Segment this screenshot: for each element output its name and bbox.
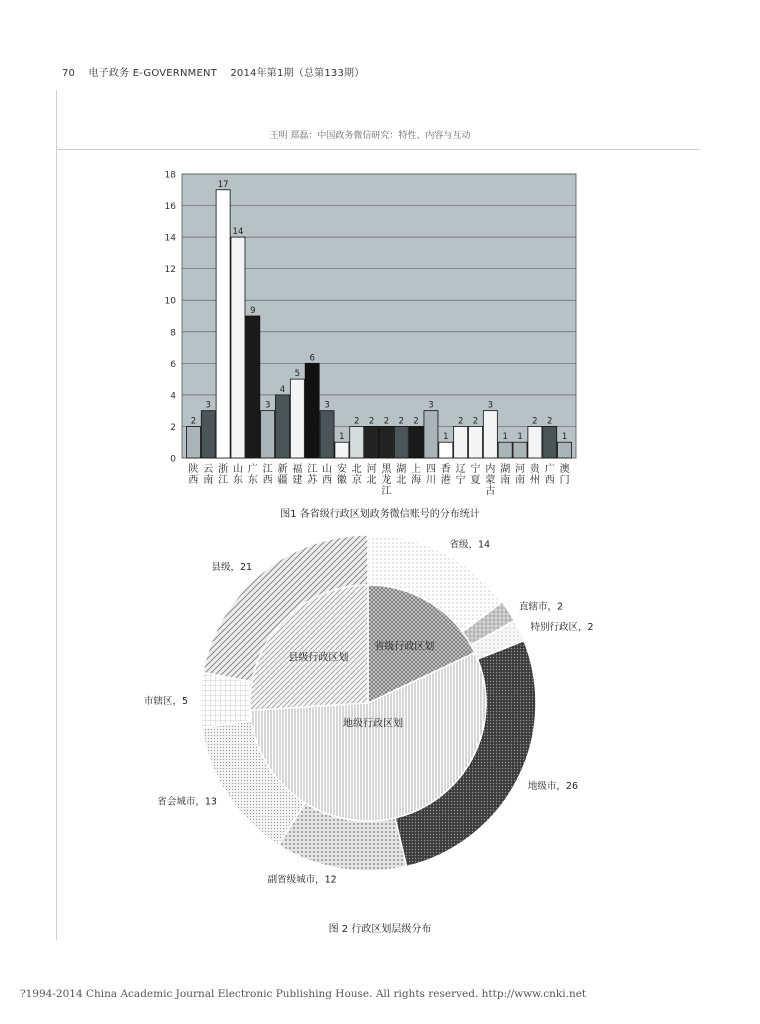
bar xyxy=(528,426,542,458)
x-tick-label: 龙 xyxy=(381,475,392,486)
x-tick-label: 川 xyxy=(425,475,436,486)
x-tick-label: 西 xyxy=(262,475,273,486)
x-tick-label: 京 xyxy=(351,475,362,486)
x-tick-label: 海 xyxy=(411,475,422,486)
data-label: 1 xyxy=(339,432,345,443)
x-tick-label: 南 xyxy=(515,475,526,486)
copyright-footer: ?1994-2014 China Academic Journal Electronic Publishing House. All rights reserved. http://www.cnki.net xyxy=(20,988,587,1000)
y-tick-label: 6 xyxy=(170,359,176,370)
bar xyxy=(216,190,230,458)
x-tick-label: 徽 xyxy=(336,475,347,486)
x-tick-label: 北 xyxy=(351,464,362,475)
x-tick-label: 河 xyxy=(366,464,377,475)
data-label: 14 xyxy=(232,227,244,238)
x-tick-label: 贵 xyxy=(529,464,540,475)
x-tick-label: 上 xyxy=(411,464,422,475)
issue-info: 2014年第1期（总第133期） xyxy=(230,68,365,79)
outer-label: 县级，21 xyxy=(211,562,253,574)
y-tick-label: 0 xyxy=(170,454,176,465)
y-tick-label: 18 xyxy=(164,170,176,181)
x-tick-label: 州 xyxy=(529,475,540,486)
journal-name: 电子政务 E-GOVERNMENT xyxy=(88,68,217,79)
x-tick-label: 云 xyxy=(203,464,214,475)
data-label: 2 xyxy=(354,416,360,427)
bar xyxy=(186,426,200,458)
x-tick-label: 湖 xyxy=(396,464,407,475)
outer-label: 特别行政区，2 xyxy=(530,622,594,634)
data-label: 2 xyxy=(190,416,197,427)
outer-label: 直辖市，2 xyxy=(519,601,564,613)
x-tick-label: 江 xyxy=(262,464,273,475)
x-tick-label: 河 xyxy=(515,464,526,475)
bar xyxy=(513,442,527,458)
x-tick-label: 香 xyxy=(440,464,451,475)
bar xyxy=(394,426,408,458)
data-label: 2 xyxy=(532,416,538,427)
x-tick-label: 江 xyxy=(307,464,318,475)
x-tick-label: 安 xyxy=(336,464,347,475)
data-label: 2 xyxy=(472,416,479,427)
data-label: 2 xyxy=(383,416,390,427)
x-tick-label: 东 xyxy=(232,475,243,486)
x-tick-label: 南 xyxy=(203,475,214,486)
bar xyxy=(320,411,334,458)
x-tick-label: 江 xyxy=(381,486,392,497)
data-label: 3 xyxy=(324,400,330,411)
x-tick-label: 门 xyxy=(559,475,570,486)
bar xyxy=(276,395,290,458)
bar xyxy=(498,442,512,458)
y-tick-label: 12 xyxy=(164,265,176,276)
data-label: 2 xyxy=(547,416,553,427)
x-tick-label: 北 xyxy=(366,475,377,486)
page-number: 70 xyxy=(62,68,76,79)
x-tick-label: 浙 xyxy=(218,464,229,475)
outer-label: 市辖区，5 xyxy=(143,696,189,708)
y-tick-label: 2 xyxy=(170,422,176,433)
bar xyxy=(558,442,572,458)
data-label: 2 xyxy=(457,416,464,427)
y-tick-label: 4 xyxy=(170,391,176,402)
x-tick-label: 西 xyxy=(544,475,555,486)
data-label: 1 xyxy=(517,432,523,443)
x-tick-label: 广 xyxy=(544,464,555,475)
bar xyxy=(543,426,557,458)
bar xyxy=(365,426,379,458)
outer-label: 省会城市，13 xyxy=(157,796,217,808)
x-tick-label: 澳 xyxy=(559,464,570,475)
x-tick-label: 疆 xyxy=(277,475,288,486)
x-tick-label: 新 xyxy=(277,464,288,475)
inner-label: 县级行政区划 xyxy=(288,652,349,664)
x-tick-label: 西 xyxy=(188,475,199,486)
inner-label: 省级行政区划 xyxy=(374,641,435,653)
y-tick-label: 16 xyxy=(164,202,176,213)
bar xyxy=(439,442,453,458)
article-running-title: 王明 郑磊：中国政务微信研究：特性、内容与互动 xyxy=(269,131,471,141)
y-tick-label: 14 xyxy=(164,233,176,244)
x-tick-label: 建 xyxy=(292,475,303,486)
data-label: 2 xyxy=(368,416,375,427)
data-label: 6 xyxy=(309,353,315,364)
data-label: 3 xyxy=(487,400,494,411)
x-tick-label: 山 xyxy=(232,464,243,475)
x-tick-label: 四 xyxy=(425,464,436,475)
bar xyxy=(424,411,438,458)
figure2-caption: 图 2 行政区划层级分布 xyxy=(328,924,432,935)
bar xyxy=(231,237,245,458)
data-label: 3 xyxy=(264,400,271,411)
x-tick-label: 南 xyxy=(500,475,511,486)
x-tick-label: 辽 xyxy=(455,464,466,475)
x-tick-label: 东 xyxy=(247,475,258,486)
data-label: 1 xyxy=(443,432,449,443)
bar xyxy=(469,426,483,458)
y-tick-label: 10 xyxy=(164,296,176,307)
bar xyxy=(201,411,215,458)
bar xyxy=(261,411,275,458)
x-tick-label: 山 xyxy=(322,464,333,475)
bar xyxy=(483,411,497,458)
x-tick-label: 古 xyxy=(485,486,496,497)
outer-label: 地级市，26 xyxy=(527,781,579,793)
data-label: 1 xyxy=(561,432,568,443)
data-label: 3 xyxy=(205,400,211,411)
x-tick-label: 内 xyxy=(485,464,496,475)
bar xyxy=(305,363,319,458)
x-tick-label: 港 xyxy=(440,475,451,486)
bar xyxy=(379,426,393,458)
x-tick-label: 湖 xyxy=(500,464,511,475)
x-tick-label: 福 xyxy=(292,464,303,475)
data-label: 3 xyxy=(428,400,434,411)
bar xyxy=(350,426,364,458)
data-label: 17 xyxy=(217,179,229,190)
data-label: 2 xyxy=(398,416,404,427)
data-label: 4 xyxy=(279,384,286,395)
bar xyxy=(454,426,468,458)
x-tick-label: 黑 xyxy=(381,464,392,475)
bar xyxy=(290,379,304,458)
x-tick-label: 夏 xyxy=(470,475,481,486)
outer-label: 副省级城市，12 xyxy=(267,874,337,886)
bar-chart xyxy=(0,0,760,500)
bar xyxy=(335,442,349,458)
data-label: 9 xyxy=(250,306,256,316)
figure1-caption: 图1 各省级行政区划政务微信账号的分布统计 xyxy=(280,509,480,520)
x-tick-label: 北 xyxy=(396,475,407,486)
data-label: 2 xyxy=(413,416,419,427)
x-tick-label: 苏 xyxy=(307,475,318,486)
x-tick-label: 宁 xyxy=(470,464,481,475)
x-tick-label: 陕 xyxy=(188,464,199,475)
inner-label: 地级行政区划 xyxy=(342,718,403,730)
x-tick-label: 江 xyxy=(218,475,229,486)
x-tick-label: 西 xyxy=(322,475,333,486)
x-tick-label: 宁 xyxy=(455,475,466,486)
x-tick-label: 蒙 xyxy=(485,475,496,486)
data-label: 1 xyxy=(502,432,508,443)
pie-chart xyxy=(0,530,760,910)
bar xyxy=(246,316,260,458)
x-tick-label: 广 xyxy=(247,464,258,475)
data-label: 5 xyxy=(294,369,301,380)
y-tick-label: 8 xyxy=(170,328,176,339)
bar xyxy=(409,426,423,458)
outer-label: 省级，14 xyxy=(449,539,491,551)
